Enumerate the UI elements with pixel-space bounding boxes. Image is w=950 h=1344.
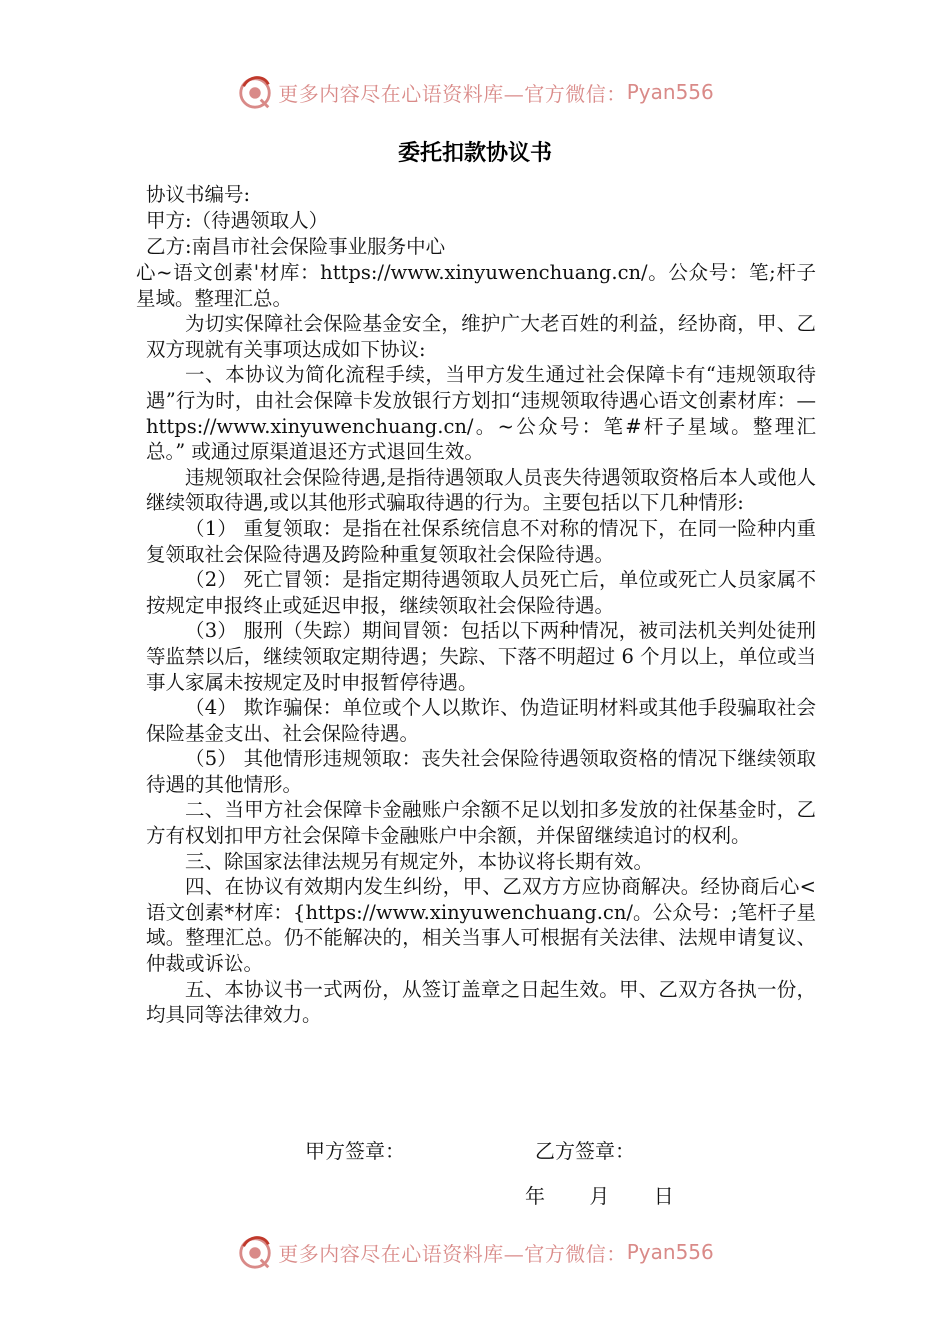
paragraph-case-1: （1） 重复领取：是指在社保系统信息不对称的情况下，在同一险种内重复领取社会保险待遇及跨险种重复领取社会保险待遇。 — [146, 516, 816, 566]
party-a-line: 甲方:（待遇领取人） — [146, 209, 329, 232]
paragraph-clause-5: 五、本协议书一式两份，从签订盖章之日起生效。甲、乙双方各执一份，均具同等法律效力。 — [146, 977, 816, 1027]
watermark-handle: Pyan556 — [626, 1240, 714, 1264]
date-day: 日 — [653, 1184, 674, 1208]
watermark-text: 更多内容尽在心语资料库—官方微信： — [278, 1241, 627, 1266]
paragraph-clause-3: 三、除国家法律法规另有规定外，本协议将长期有效。 — [185, 849, 654, 873]
paragraph-case-2: （2） 死亡冒领：是指定期待遇领取人员死亡后，单位或死亡人员家属不按规定申报终止或延迟申报，继续领取社会保险待遇。 — [146, 568, 816, 617]
brand-logo-icon — [236, 73, 274, 111]
watermark-banner-top — [0, 72, 950, 112]
brand-logo-icon — [236, 1233, 274, 1271]
paragraph-case-3: （3） 服刑（失踪）期间冒领：包括以下两种情况，被司法机关判处徒刑等监禁以后，继续领取定期待遇；失踪、下落不明超过 6 个月以上，单位或当事人家属未按规定及时申报暂停待遇。 — [146, 619, 816, 694]
watermark-text: 更多内容尽在心语资料库—官方微信： — [278, 81, 627, 106]
inserted-note: 心~语文创素'材库：https://www.xinyuwenchuang.cn/。公众号：笔;杆子星域。整理汇总。 — [136, 261, 816, 310]
watermark-handle: Pyan556 — [626, 80, 714, 104]
paragraph-definition: 违规领取社会保险待遇,是指待遇领取人员丧失待遇领取资格后本人或他人继续领取待遇,或以其他形式骗取待遇的行为。主要包括以下几种情形: — [146, 465, 816, 515]
paragraph-clause-4: 四、在协议有效期内发生纠纷，甲、乙双方方应协商解决。经协商后心<语文创素*材库：{https://www.xinyuwenchuang.cn/。公众号：;笔杆子星域。整理汇总。仍不能解决的，相关当事人可根据有关法律、法规申请复议、仲裁或诉讼。 — [146, 875, 816, 976]
party-b-signature: 乙方签章： — [535, 1139, 635, 1163]
paragraph-clause-1: 一、本协议为简化流程手续，当甲方发生通过社会保障卡有“违规领取待遇”行为时，由社会保障卡发放银行方划扣“违规领取待遇心语文创素材库：—https://www.xinyuwenchuang.cn/。~公众号：笔#杆子星域。整理汇总。” 或通过原渠道退还方式退回生效。 — [146, 363, 816, 464]
paragraph-clause-2: 二、当甲方社会保障卡金融账户余额不足以划扣多发放的社保基金时，乙方有权划扣甲方社会保障卡金融账户中余额，并保留继续追讨的权利。 — [146, 798, 816, 848]
paragraph-case-5: （5） 其他情形违规领取：丧失社会保险待遇领取资格的情况下继续领取待遇的其他情形。 — [146, 747, 816, 796]
paragraph-case-4: （4） 欺诈骗保：单位或个人以欺诈、伪造证明材料或其他手段骗取社会保险基金支出、社会保险待遇。 — [146, 696, 816, 745]
document-title: 委托扣款协议书 — [397, 141, 552, 166]
date-row — [525, 1180, 712, 1209]
agreement-number-line: 协议书编号: — [146, 183, 251, 206]
date-year: 年 — [525, 1184, 545, 1208]
party-b-line: 乙方:南昌市社会保险事业服务中心 — [146, 235, 446, 258]
party-a-signature: 甲方签章： — [305, 1139, 405, 1163]
date-month: 月 — [589, 1184, 610, 1208]
paragraph-intro: 为切实保障社会保险基金安全，维护广大老百姓的利益，经协商，甲、乙双方现就有关事项达成如下协议: — [146, 312, 816, 361]
document-body — [136, 182, 816, 1028]
watermark-banner-bottom — [0, 1232, 950, 1272]
